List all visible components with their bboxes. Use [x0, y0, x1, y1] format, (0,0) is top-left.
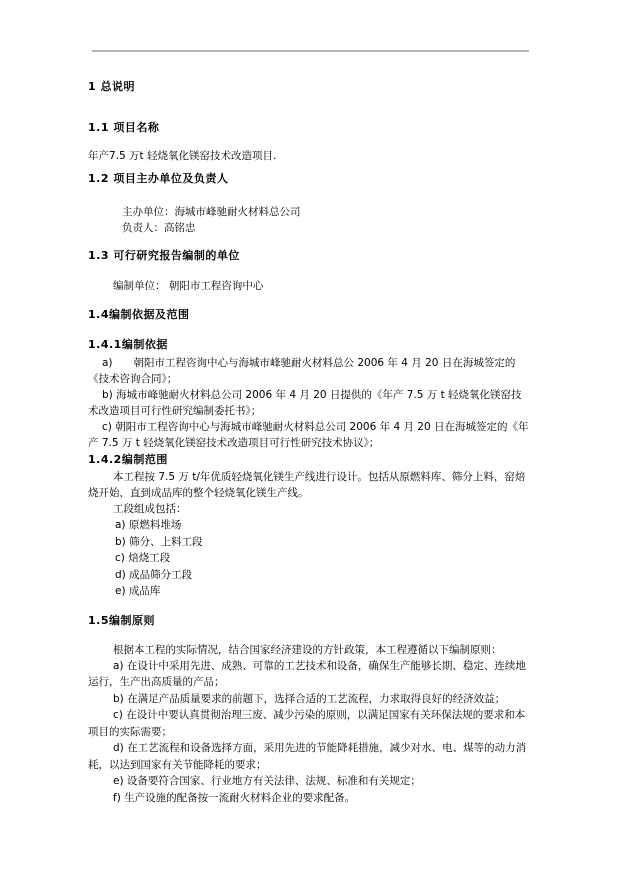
heading-compilation-basis: 1.4.1编制依据 [88, 338, 168, 351]
heading-sponsor-and-principal: 1.2 项目主办单位及负责人 [88, 172, 229, 185]
project-name-text: 年产7.5 万t 轻烧氧化镁窑技术改造项目. [88, 150, 277, 162]
heading-basis-and-scope: 1.4编制依据及范围 [88, 308, 190, 321]
principle-item-a: a) 在设计中采用先进、成熟、可靠的工艺技术和设备，确保生产能够长期、稳定、连续地运行，生产出高质量的产品； [88, 659, 526, 688]
scope-paragraph: 本工程按 7.5 万 t/年优质轻烧氧化镁生产线进行设计。包括从原燃料库、筛分上料，窑焙烧开始，直到成品库的整个轻烧氧化镁生产线。 [88, 471, 526, 499]
principle-item-list [88, 658, 532, 807]
sponsor-block [122, 204, 532, 236]
heading-report-compiler: 1.3 可行研究报告编制的单位 [88, 249, 240, 262]
stage-list [115, 517, 532, 600]
stage-item-d: d) 成品筛分工段 [115, 568, 193, 581]
basis-item-list [88, 355, 532, 451]
heading-general-description: 1 总说明 [88, 80, 135, 93]
principles-intro: 根据本工程的实际情况，结合国家经济建设的方针政策，本工程遵循以下编制原则： [113, 643, 502, 656]
document-content [88, 72, 532, 806]
principle-item-f: f) 生产设施的配备按一流耐火材料企业的要求配备。 [113, 791, 356, 804]
stage-item-a: a) 原燃料堆场 [115, 519, 182, 531]
heading-compilation-scope: 1.4.2编制范围 [88, 453, 168, 466]
sponsor-line: 主办单位：海城市峰驰耐火材料总公司 [122, 206, 301, 218]
stage-item-b: b) 筛分、上料工段 [115, 535, 203, 548]
basis-item-a: a) 朝阳市工程咨询中心与海城市峰驰耐火材料总公 2006 年 4 月 20 日在海城签定的《技术咨询合同》； [88, 357, 516, 385]
principle-item-e: e) 设备要符合国家、行业地方有关法律、法规、标准和有关规定； [113, 775, 421, 787]
basis-item-b: b) 海城市峰驰耐火材料总公司 2006 年 4 月 20 日提供的《年产 7.5 万 t 轻烧氧化镁窑技术改造项目可行性研究编制委托书》； [88, 389, 522, 417]
stage-item-c: c) 焙烧工段 [115, 552, 171, 564]
principle-item-b: b) 在满足产品质量要求的前题下，选择合适的工艺流程，力求取得良好的经济效益； [113, 692, 506, 705]
stage-item-e: e) 成品库 [115, 585, 161, 597]
heading-project-name: 1.1 项目名称 [88, 121, 160, 134]
basis-item-c: c) 朝阳市工程咨询中心与海城市峰驰耐火材料总公司 2006 年 4 月 20 日在海城签定的《年产 7.5 万 t 轻烧氧化镁窑技术改造项目可行性研究技术协议》； [88, 421, 529, 449]
principal-line: 负责人：高铭忠 [122, 222, 196, 234]
header-divider-rule [92, 50, 529, 52]
stage-list-intro: 工段组成包括： [113, 503, 187, 515]
heading-compilation-principles: 1.5编制原则 [88, 613, 155, 627]
compiler-line: 编制单位： 朝阳市工程咨询中心 [113, 280, 264, 292]
principle-item-c: c) 在设计中要认真贯彻治理三废、减少污染的原则，以满足国家有关环保法规的要求和本项目的实际需要； [88, 709, 526, 738]
principle-item-d: d) 在工艺流程和设备选择方面，采用先进的节能降耗措施，减少对水、电、煤等的动力消耗，以达到国家有关节能降耗的要求； [88, 742, 527, 771]
